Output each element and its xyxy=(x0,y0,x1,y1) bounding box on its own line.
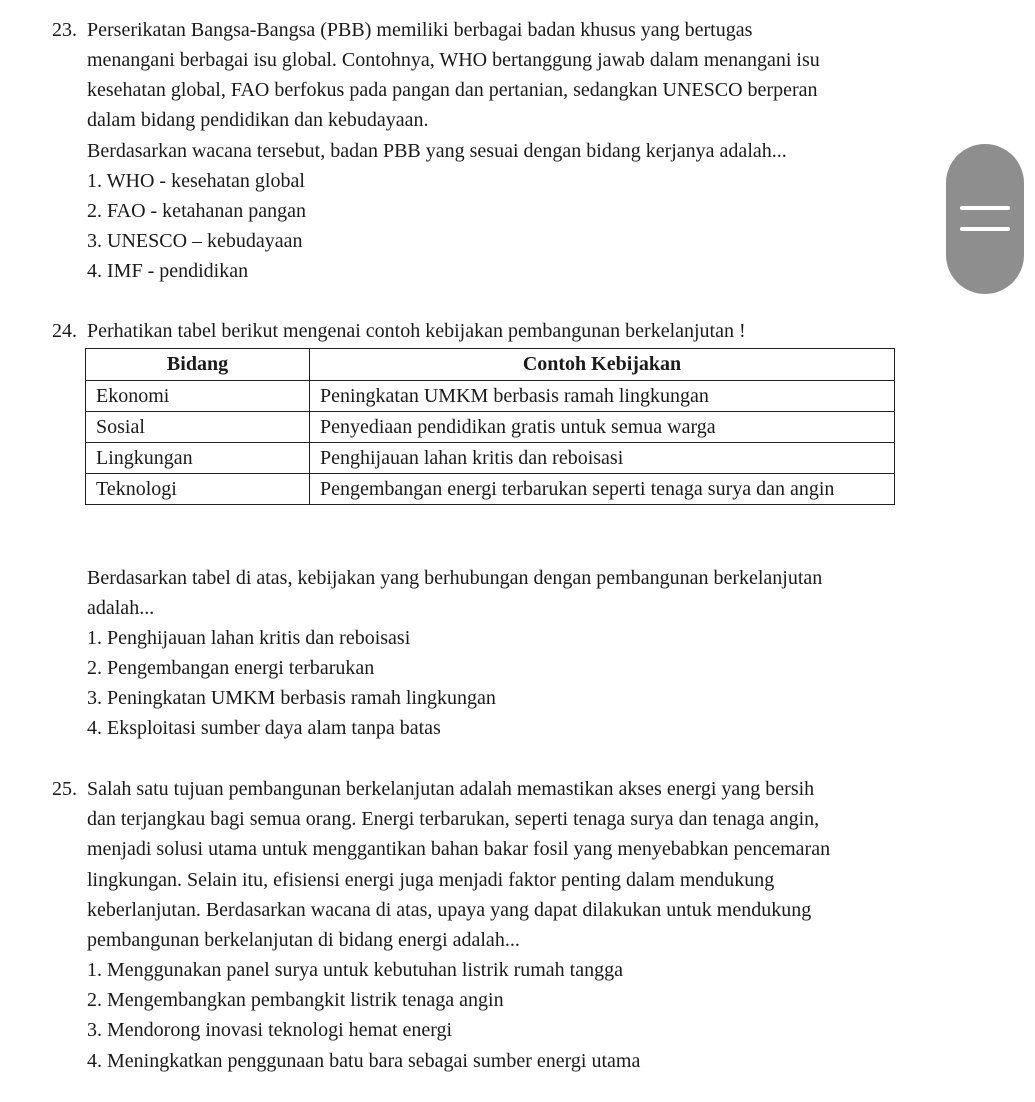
table-cell: Teknologi xyxy=(86,474,310,505)
table-cell: Lingkungan xyxy=(86,443,310,474)
question-number: 24. xyxy=(52,320,77,342)
question-text-line: Salah satu tujuan pembangunan berkelanjutan adalah memastikan akses energi yang bersih xyxy=(87,778,815,800)
question-text-line: kesehatan global, FAO berfokus pada pangan dan pertanian, sedangkan UNESCO berperan xyxy=(87,79,818,101)
question-text-line: Perhatikan tabel berikut mengenai contoh kebijakan pembangunan berkelanjutan ! xyxy=(87,320,746,342)
option-item: 2. Mengembangkan pembangkit listrik tenaga angin xyxy=(87,989,504,1011)
table-cell: Sosial xyxy=(86,412,310,443)
question-text-line: keberlanjutan. Berdasarkan wacana di atas, upaya yang dapat dilakukan untuk mendukung xyxy=(87,899,812,921)
option-item: 4. IMF - pendidikan xyxy=(87,260,249,282)
table-row xyxy=(86,474,895,505)
table-cell: Pengembangan energi terbarukan seperti tenaga surya dan angin xyxy=(310,474,895,505)
table-header-cell: Contoh Kebijakan xyxy=(310,349,895,381)
question-text-line: lingkungan. Selain itu, efisiensi energi juga menjadi faktor penting dalam mendukung xyxy=(87,869,775,891)
question-number: 25. xyxy=(52,778,77,800)
question-prompt: adalah... xyxy=(87,597,155,619)
option-item: 4. Eksploitasi sumber daya alam tanpa batas xyxy=(87,717,441,739)
option-item: 1. Menggunakan panel surya untuk kebutuhan listrik rumah tangga xyxy=(87,959,623,981)
question-text-line: menjadi solusi utama untuk menggantikan bahan bakar fosil yang menyebabkan pencemaran xyxy=(87,838,831,860)
option-item: 3. UNESCO – kebudayaan xyxy=(87,230,303,252)
option-item: 4. Meningkatkan penggunaan batu bara sebagai sumber energi utama xyxy=(87,1050,641,1072)
option-item: 3. Mendorong inovasi teknologi hemat energi xyxy=(87,1019,453,1041)
table-cell: Penghijauan lahan kritis dan reboisasi xyxy=(310,443,895,474)
question-text-line: dan terjangkau bagi semua orang. Energi terbarukan, seperti tenaga surya dan tenaga angin, xyxy=(87,808,820,830)
policy-table xyxy=(85,348,895,505)
question-prompt: Berdasarkan tabel di atas, kebijakan yang berhubungan dengan pembangunan berkelanjutan xyxy=(87,567,823,589)
question-prompt: pembangunan berkelanjutan di bidang energi adalah... xyxy=(87,929,520,951)
table-cell: Penyediaan pendidikan gratis untuk semua warga xyxy=(310,412,895,443)
table-header-row xyxy=(86,349,895,381)
table-row xyxy=(86,412,895,443)
table-cell: Ekonomi xyxy=(86,381,310,412)
question-number: 23. xyxy=(52,19,77,41)
table-row xyxy=(86,443,895,474)
option-item: 3. Peningkatan UMKM berbasis ramah lingkungan xyxy=(87,687,496,709)
question-text-line: dalam bidang pendidikan dan kebudayaan. xyxy=(87,109,429,131)
drag-handle-bar xyxy=(960,206,1010,210)
table-row xyxy=(86,381,895,412)
table-cell: Peningkatan UMKM berbasis ramah lingkungan xyxy=(310,381,895,412)
option-item: 1. WHO - kesehatan global xyxy=(87,170,305,192)
option-item: 1. Penghijauan lahan kritis dan reboisasi xyxy=(87,627,411,649)
scroll-handle[interactable] xyxy=(946,144,1024,294)
drag-handle-bar xyxy=(960,227,1010,231)
option-item: 2. Pengembangan energi terbarukan xyxy=(87,657,375,679)
question-text-line: Perserikatan Bangsa-Bangsa (PBB) memiliki berbagai badan khusus yang bertugas xyxy=(87,19,753,41)
question-prompt: Berdasarkan wacana tersebut, badan PBB yang sesuai dengan bidang kerjanya adalah... xyxy=(87,140,787,162)
option-item: 2. FAO - ketahanan pangan xyxy=(87,200,307,222)
table-header-cell: Bidang xyxy=(86,349,310,381)
question-text-line: menangani berbagai isu global. Contohnya, WHO bertanggung jawab dalam menangani isu xyxy=(87,49,820,71)
